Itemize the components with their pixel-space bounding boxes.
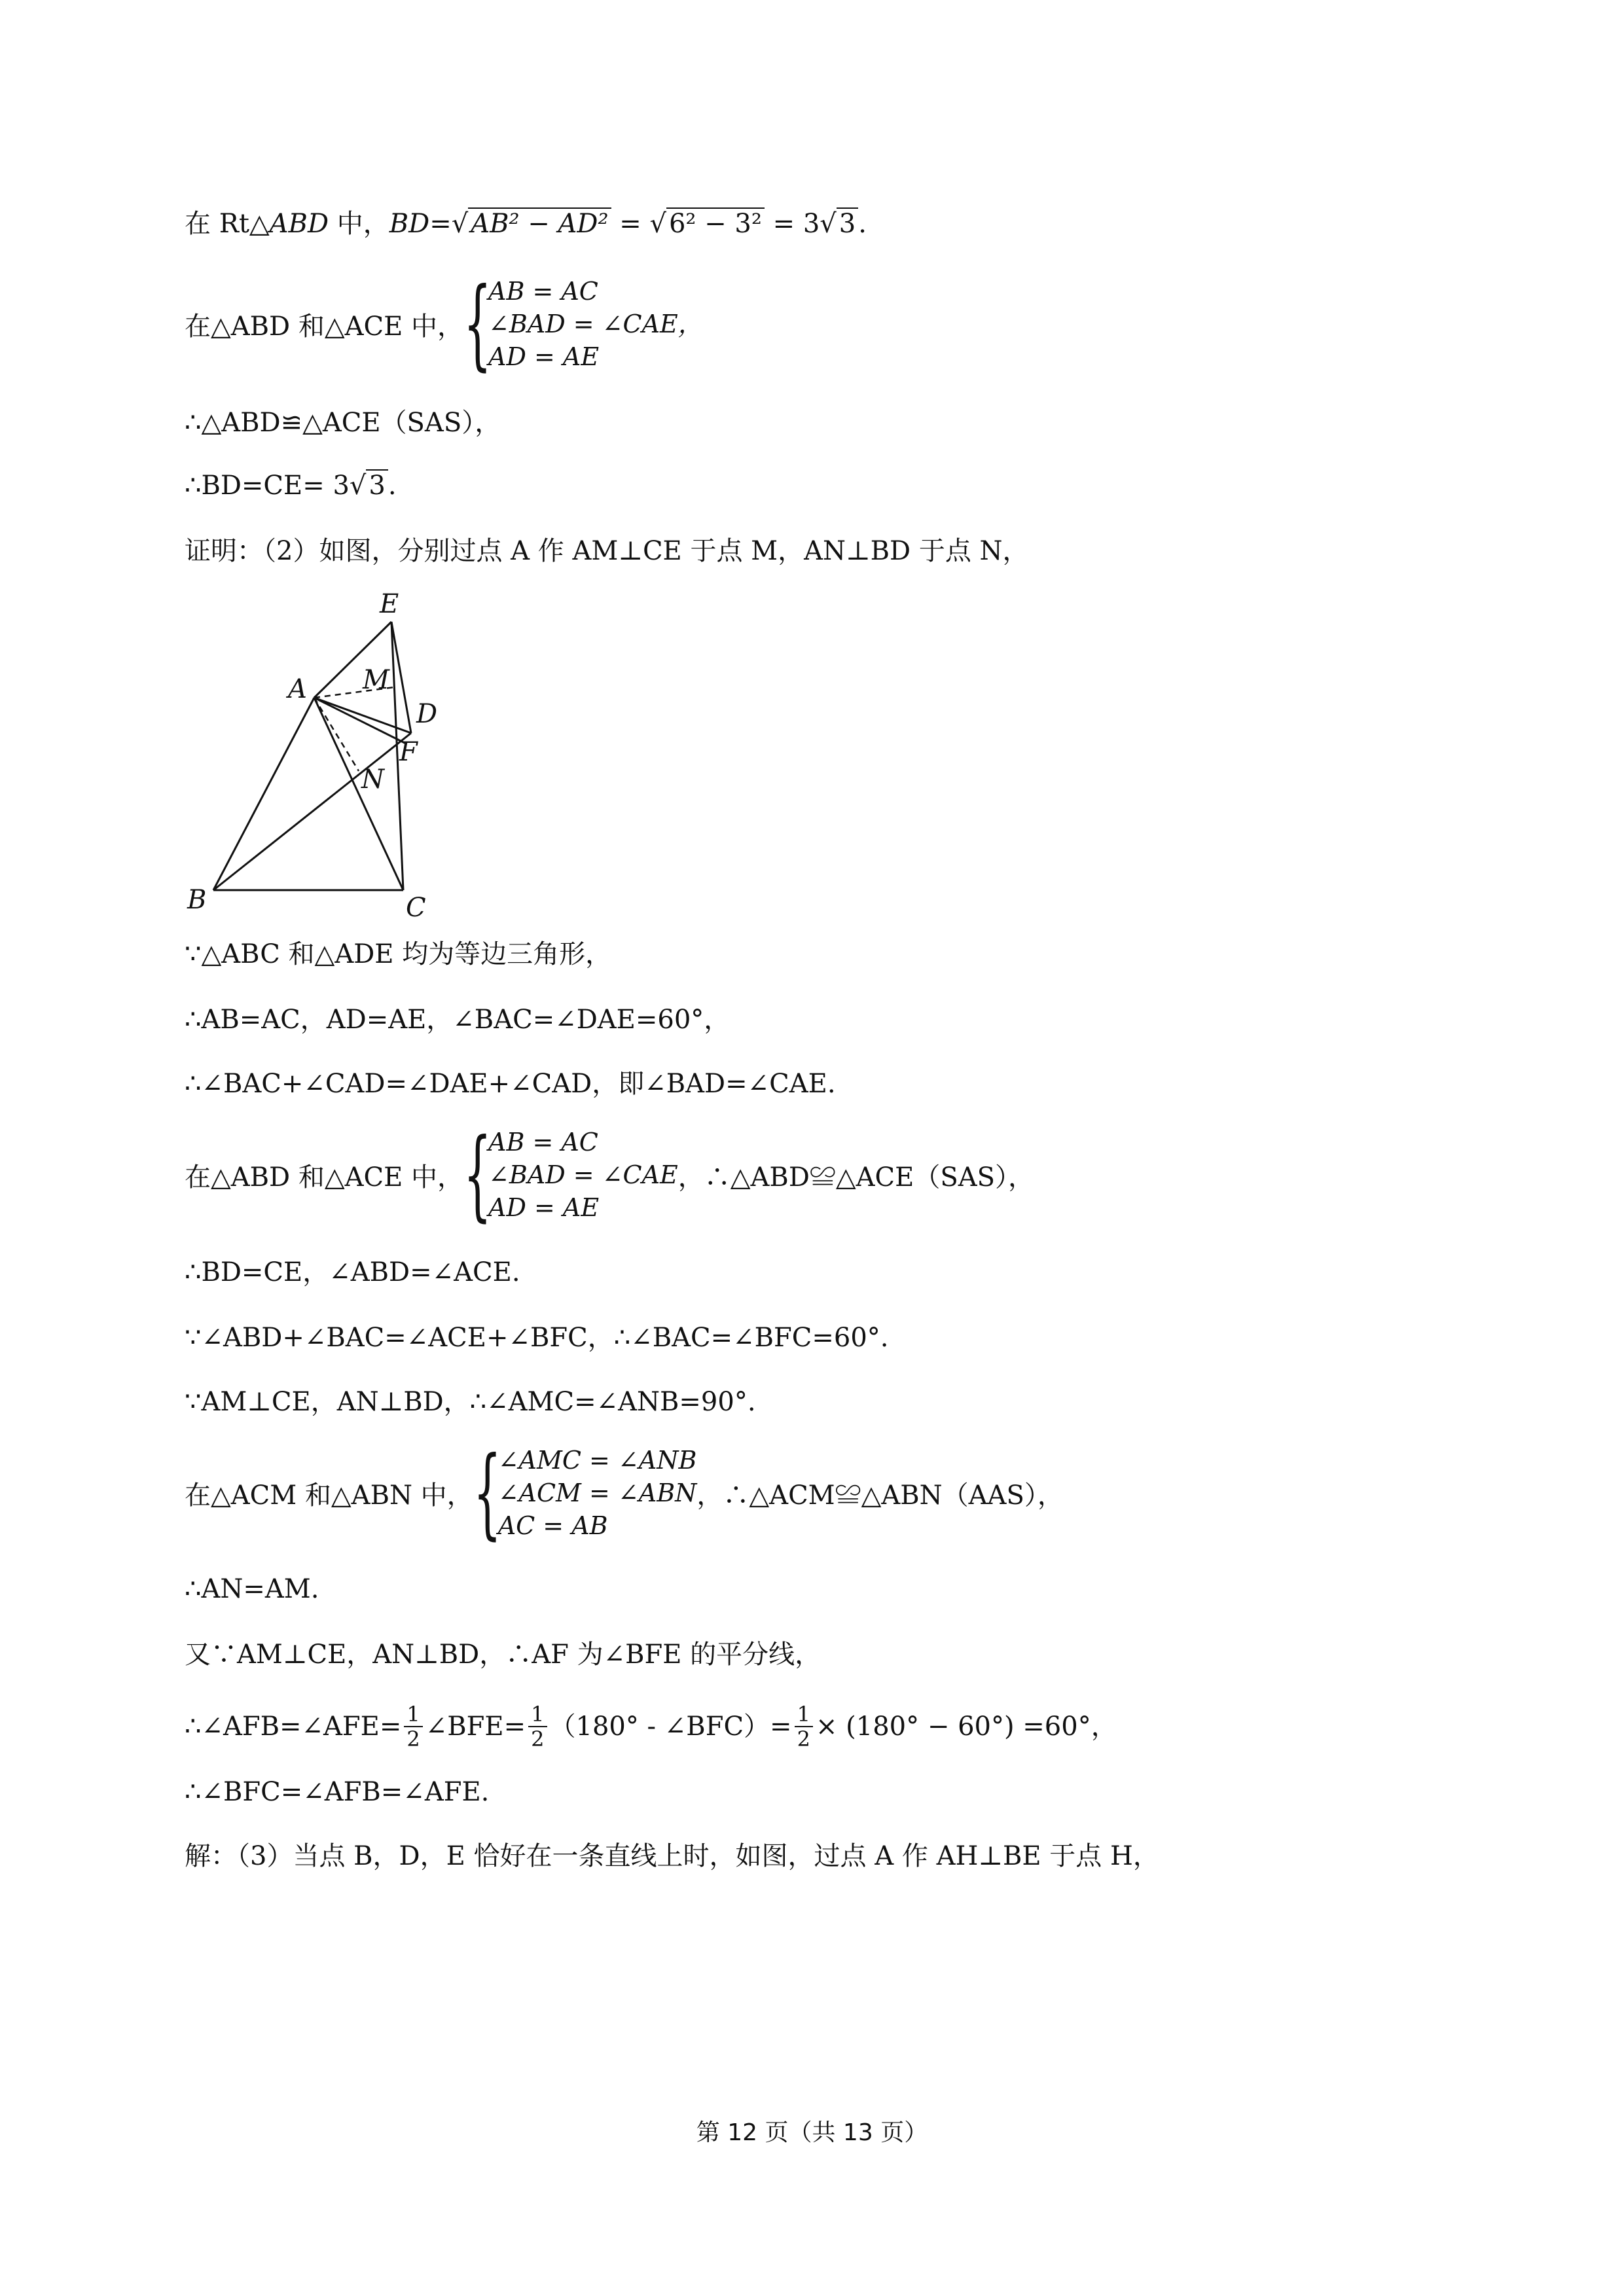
system-row: ∠AMC = ∠ANB [497,1446,697,1475]
system-row: AC = AB [497,1511,608,1540]
text-line-8: ∴∠BAC+∠CAD=∠DAE+∠CAD，即∠BAD=∠CAE. [185,1069,836,1099]
system-rows [488,275,703,373]
text: . [388,471,397,501]
text-line-18: 解：（3）当点 B，D，E 恰好在一条直线上时，如图，过点 A 作 AH⊥BE 于点 H， [185,1841,1159,1871]
text: × (180° − 60°) =60°， [815,1712,1117,1742]
system-row: ∠BAD = ∠CAE， [488,310,703,338]
text-line-17: ∴∠BFC=∠AFB=∠AFE. [185,1777,490,1807]
label-D: D [416,699,438,729]
numerator: 1 [528,1702,547,1727]
text-line-3: ∴△ABD≌△ACE（SAS）， [185,408,501,438]
fraction [404,1702,422,1751]
text-line-5: 证明：（2）如图，分别过点 A 作 AM⊥CE 于点 M，AN⊥BD 于点 N， [185,536,1029,566]
system-row: ∠BAD = ∠CAE [488,1160,678,1189]
text: ∠BFE= [425,1712,526,1742]
label-M: M [363,665,389,695]
denominator: 2 [406,1727,420,1751]
label-N: N [361,764,384,795]
left-brace: { [473,1436,501,1550]
fraction [528,1702,547,1751]
radicand: 6² − 3² [666,207,765,239]
text-line-11: ∵∠ABD+∠BAC=∠ACE+∠BFC，∴∠BAC=∠BFC=60°. [185,1323,889,1353]
equation-system-2 [185,1118,1035,1232]
text: （180° - ∠BFC）= [549,1712,792,1742]
denominator: 2 [531,1727,545,1751]
segment-AC [314,698,403,890]
text: 在 Rt△ [185,209,270,239]
text-line-14: ∴AN=AM. [185,1574,319,1604]
sqrt-symbol: √ [349,471,367,501]
system-rows [488,1126,678,1224]
system-prefix: 在△ABD 和△ACE 中， [185,1162,463,1193]
text: 中， [329,209,389,239]
text-line-4 [185,470,397,501]
geometry-figure [183,576,458,929]
system-row: AB = AC [488,1128,598,1157]
denominator: 2 [797,1727,810,1751]
sqrt-symbol: √ [820,209,837,239]
text-line-1 [185,208,867,240]
text-line-12: ∵AM⊥CE，AN⊥BD，∴∠AMC=∠ANB=90°. [185,1387,756,1417]
segment-AB [213,698,314,890]
system-row: AD = AE [488,1193,600,1222]
text: ∴∠AFB=∠AFE= [185,1712,402,1742]
system-suffix: ，∴△ABD≌△ACE（SAS）， [677,1162,1035,1193]
system-prefix: 在△ACM 和△ABN 中， [185,1480,473,1511]
text: . [858,209,867,239]
sqrt-symbol: √ [649,209,666,239]
system-row: AD = AE [488,342,600,371]
radicand: AB² − AD² [468,207,611,239]
text: = [429,209,452,239]
text: = 3 [764,209,820,239]
system-rows [498,1444,697,1542]
segment-BD [213,733,411,890]
text: ABD [269,209,329,239]
label-A: A [288,674,307,704]
text-line-7: ∴AB=AC，AD=AE，∠BAC=∠DAE=60°， [185,1005,731,1035]
label-E: E [380,589,399,619]
fraction [795,1702,813,1751]
text-line-15: 又∵AM⊥CE，AN⊥BD，∴AF 为∠BFE 的平分线， [185,1640,821,1670]
radicand: 3 [837,207,858,239]
sqrt-symbol: √ [451,209,469,239]
label-C: C [406,893,426,923]
text-line-10: ∴BD=CE，∠ABD=∠ACE. [185,1257,520,1287]
system-row: AB = AC [488,277,598,306]
radicand: 3 [366,469,388,501]
page-footer: 第 12 页（共 13 页） [696,2119,928,2146]
equation-system-1 [185,267,703,381]
system-row: ∠ACM = ∠ABN [497,1479,697,1507]
left-brace: { [463,1118,492,1232]
equation-system-3 [185,1436,1064,1550]
text: ∴BD=CE= 3 [185,471,350,501]
numerator: 1 [795,1702,813,1727]
text: = [611,209,650,239]
text: BD [389,209,430,239]
text-line-6: ∵△ABC 和△ADE 均为等边三角形， [185,939,612,969]
left-brace: { [463,267,492,381]
system-suffix: ，∴△ACM≌△ABN（AAS）， [696,1480,1064,1511]
label-B: B [187,885,207,915]
numerator: 1 [404,1702,422,1727]
text-line-16 [185,1700,1117,1753]
system-prefix: 在△ABD 和△ACE 中， [185,311,463,342]
label-F: F [399,737,418,767]
